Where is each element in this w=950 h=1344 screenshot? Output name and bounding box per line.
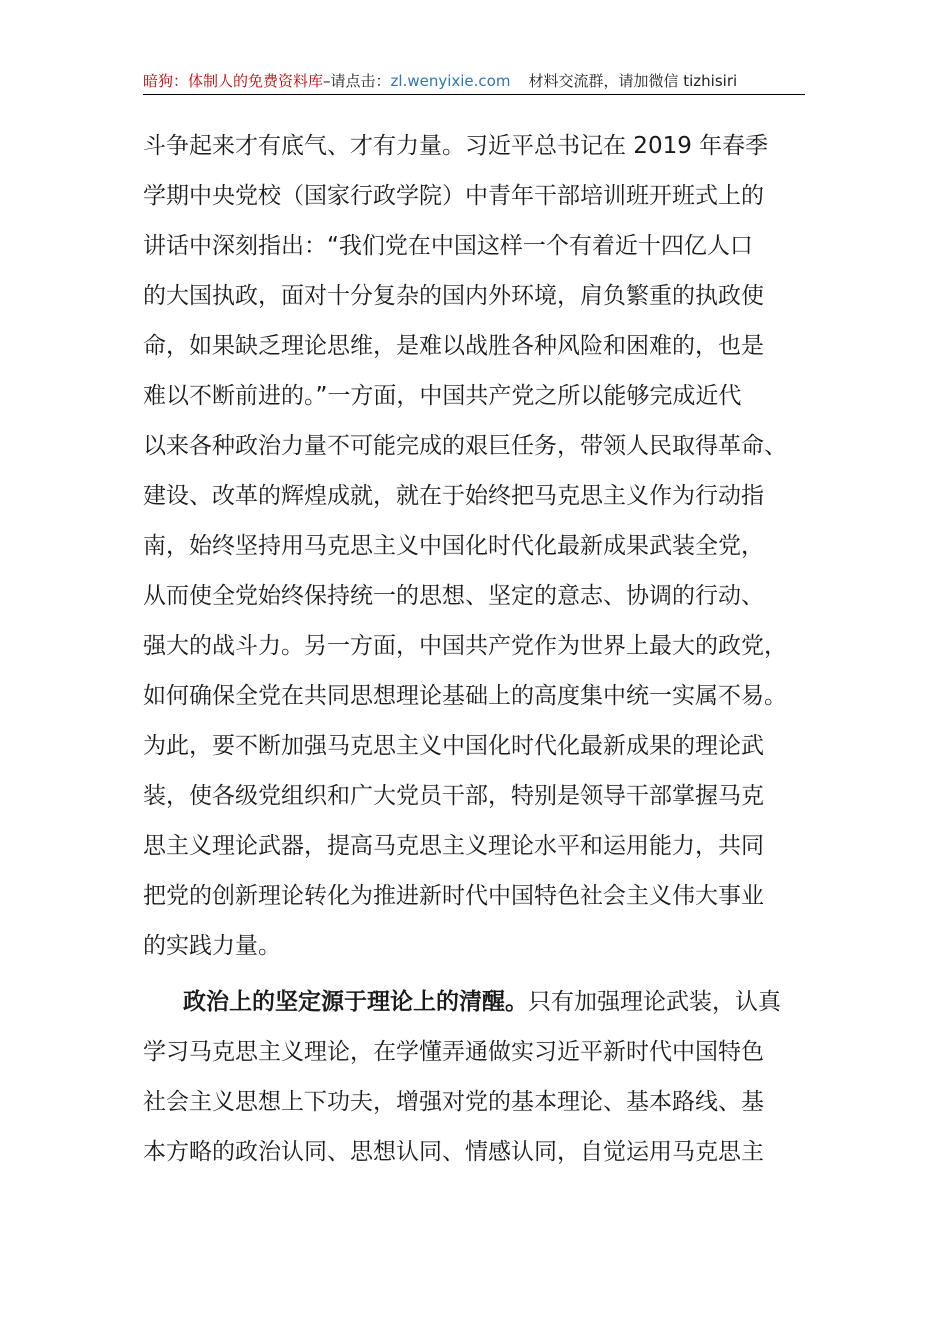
text-line: 斗争起来才有底气、才有力量。习近平总书记在 2019 年春季 [143,133,769,159]
paragraph-2 [143,980,823,1180]
text-line: 如何确保全党在共同思想理论基础上的高度集中统一实属不易。 [143,683,787,709]
paragraph-2-first-line [143,980,823,1030]
text-line: 学习马克思主义理论，在学懂弄通做实习近平新时代中国特色 [143,1039,764,1065]
paragraph-2-heading: 政治上的坚定源于理论上的清醒。 [183,989,528,1015]
text-line: 社会主义思想上下功夫，增强对党的基本理论、基本路线、基 [143,1089,764,1115]
text-line: 建设、改革的辉煌成就，就在于始终把马克思主义作为行动指 [143,483,764,509]
text-line: 的大国执政，面对十分复杂的国内外环境，肩负繁重的执政使 [143,283,764,309]
text-line: 从而使全党始终保持统一的思想、坚定的意志、协调的行动、 [143,583,764,609]
text-line: 命，如果缺乏理论思维，是难以战胜各种风险和困难的，也是 [143,333,764,359]
text-line: 装，使各级党组织和广大党员干部，特别是领导干部掌握马克 [143,783,764,809]
document-header [143,70,805,95]
text-line: 的实践力量。 [143,933,281,959]
header-contact: 材料交流群，请加微信 tizhisiri [528,72,738,90]
header-prompt: –请点击： [323,72,391,90]
header-link[interactable]: zl.wenyixie.com [390,72,511,90]
text-line: 以来各种政治力量不可能完成的艰巨任务，带领人民取得革命、 [143,433,787,459]
paragraph-1 [143,124,823,974]
text-line: 讲话中深刻指出：“我们党在中国这样一个有着近十四亿人口 [143,233,753,259]
text-line: 为此，要不断加强马克思主义中国化时代化最新成果的理论武 [143,733,764,759]
text-line: 思主义理论武器，提高马克思主义理论水平和运用能力，共同 [143,833,764,859]
text-line: 南，始终坚持用马克思主义中国化时代化最新成果武装全党， [143,533,764,559]
text-line: 学期中央党校（国家行政学院）中青年干部培训班开班式上的 [143,183,764,209]
paragraph-2-first-line-text: 只有加强理论武装，认真 [528,989,781,1015]
text-line: 把党的创新理论转化为推进新时代中国特色社会主义伟大事业 [143,883,764,909]
text-line: 本方略的政治认同、思想认同、情感认同，自觉运用马克思主 [143,1139,764,1165]
text-line: 难以不断前进的。”一方面，中国共产党之所以能够完成近代 [143,383,742,409]
document-body [143,124,823,1180]
header-brand: 暗狗：体制人的免费资料库 [143,72,324,90]
text-line: 强大的战斗力。另一方面，中国共产党作为世界上最大的政党， [143,633,787,659]
